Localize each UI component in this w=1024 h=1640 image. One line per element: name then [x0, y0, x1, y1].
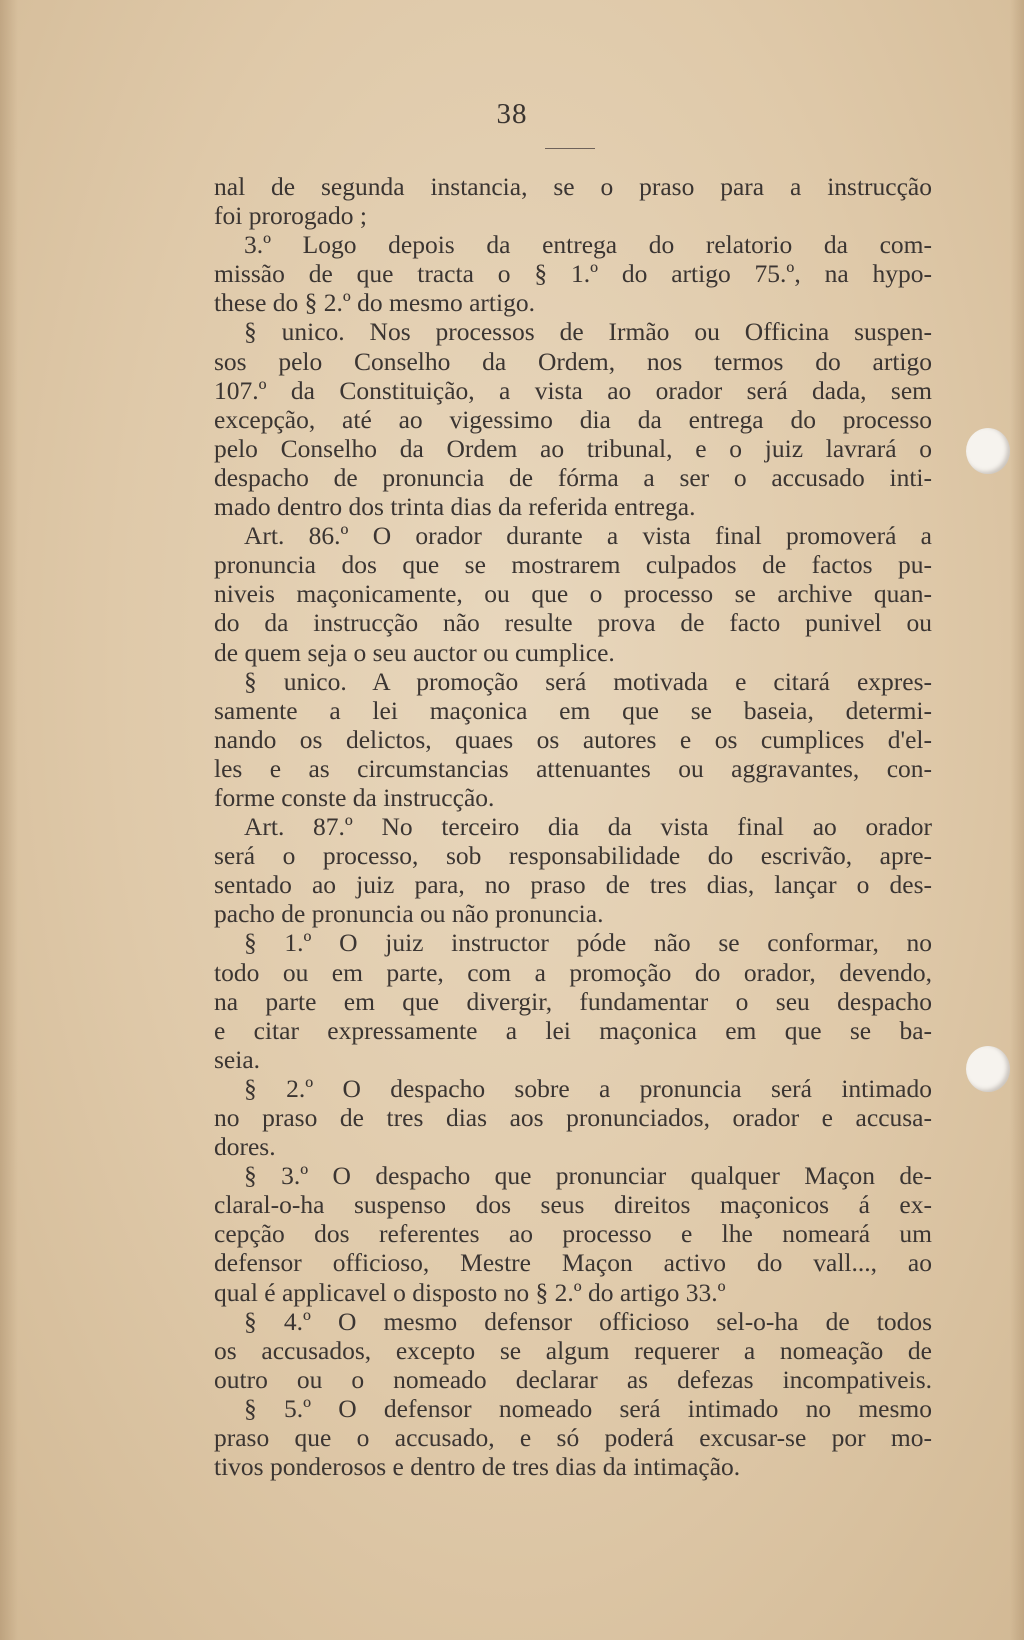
body-text — [214, 172, 932, 1481]
header-rule — [545, 148, 595, 149]
text-line: seia. — [214, 1044, 261, 1074]
text-line: § unico. Nos processos de Irmão ou Officina suspen- — [244, 317, 932, 347]
text-line: será o processo, sob responsabilidade do escrivão, apre- — [214, 841, 932, 871]
text-line: qual é applicavel o disposto no § 2.º do artigo 33.º — [214, 1277, 726, 1307]
text-line: no praso de tres dias aos pronunciados, orador e accusa- — [214, 1103, 932, 1132]
text-line: Art. 87.º No terceiro dia da vista final ao orador — [244, 812, 932, 842]
text-line: nal de segunda instancia, se o praso para a instrucção — [214, 172, 932, 201]
text-line: foi prorogado ; — [214, 201, 367, 231]
text-line: nando os delictos, quaes os autores e os cumplices d'el- — [214, 724, 932, 754]
text-line: niveis maçonicamente, ou que o processo se archive quan- — [214, 579, 932, 609]
text-line: pelo Conselho da Ordem ao tribunal, e o juiz lavrará o — [214, 433, 932, 463]
text-line: na parte em que divergir, fundamentar o seu despacho — [214, 986, 932, 1016]
text-line: sentado ao juiz para, no praso de tres dias, lançar o des- — [214, 870, 932, 900]
text-line: Art. 86.º O orador durante a vista final promoverá a — [244, 521, 932, 551]
text-line: de quem seja o seu auctor ou cumplice. — [214, 637, 615, 667]
punch-hole-upper — [966, 428, 1010, 474]
text-line: claral-o-ha suspenso dos seus direitos maçonicos á ex- — [214, 1190, 932, 1220]
text-line: § 2.º O despacho sobre a pronuncia será intimado — [244, 1073, 932, 1103]
text-line: 3.º Logo depois da entrega do relatorio da com- — [244, 230, 932, 260]
text-line: samente a lei maçonica em que se baseia, determi- — [214, 695, 932, 725]
text-line: pacho de pronuncia ou não pronuncia. — [214, 899, 604, 929]
text-line: § 1.º O juiz instructor póde não se conformar, no — [244, 928, 932, 958]
text-line: defensor officioso, Mestre Maçon activo do vall..., ao — [214, 1248, 932, 1278]
text-line: mado dentro dos trinta dias da referida entrega. — [214, 492, 696, 522]
text-line: todo ou em parte, com a promoção do orador, devendo, — [214, 957, 932, 987]
text-line: § 4.º O mesmo defensor officioso sel-o-ha de todos — [244, 1306, 932, 1336]
text-line: praso que o accusado, e só poderá excusar-se por mo- — [214, 1423, 932, 1453]
punch-hole-lower — [966, 1046, 1010, 1092]
text-line: these do § 2.º do mesmo artigo. — [214, 288, 535, 318]
text-line: dores. — [214, 1132, 276, 1162]
text-line: excepção, até ao vigessimo dia da entrega do processo — [214, 404, 932, 434]
text-line: pronuncia dos que se mostrarem culpados de factos pu- — [214, 550, 932, 580]
text-line: § 3.º O despacho que pronunciar qualquer Maçon de- — [244, 1161, 932, 1191]
page-number: 38 — [496, 98, 528, 130]
text-line: do da instrucção não resulte prova de facto punivel ou — [214, 608, 932, 638]
text-line: e citar expressamente a lei maçonica em que se ba- — [214, 1015, 932, 1045]
text-line: 107.º da Constituição, a vista ao orador será dada, sem — [214, 375, 932, 405]
text-line: missão de que tracta o § 1.º do artigo 75.º, na hypo- — [214, 259, 932, 289]
text-line: outro ou o nomeado declarar as defezas incompativeis. — [214, 1364, 932, 1394]
text-line: les e as circumstancias attenuantes ou aggravantes, con- — [214, 753, 932, 783]
text-line: forme conste da instrucção. — [214, 782, 495, 812]
text-line: despacho de pronuncia de fórma a ser o accusado inti- — [214, 462, 932, 492]
text-line: cepção dos referentes ao processo e lhe nomeará um — [214, 1219, 932, 1249]
text-line: sos pelo Conselho da Ordem, nos termos do artigo — [214, 346, 932, 376]
text-line: tivos ponderosos e dentro de tres dias da intimação. — [214, 1452, 741, 1482]
text-line: § unico. A promoção será motivada e citará expres- — [244, 666, 932, 696]
text-line: § 5.º O defensor nomeado será intimado no mesmo — [244, 1393, 932, 1423]
text-line: os accusados, excepto se algum requerer a nomeação de — [214, 1335, 932, 1365]
